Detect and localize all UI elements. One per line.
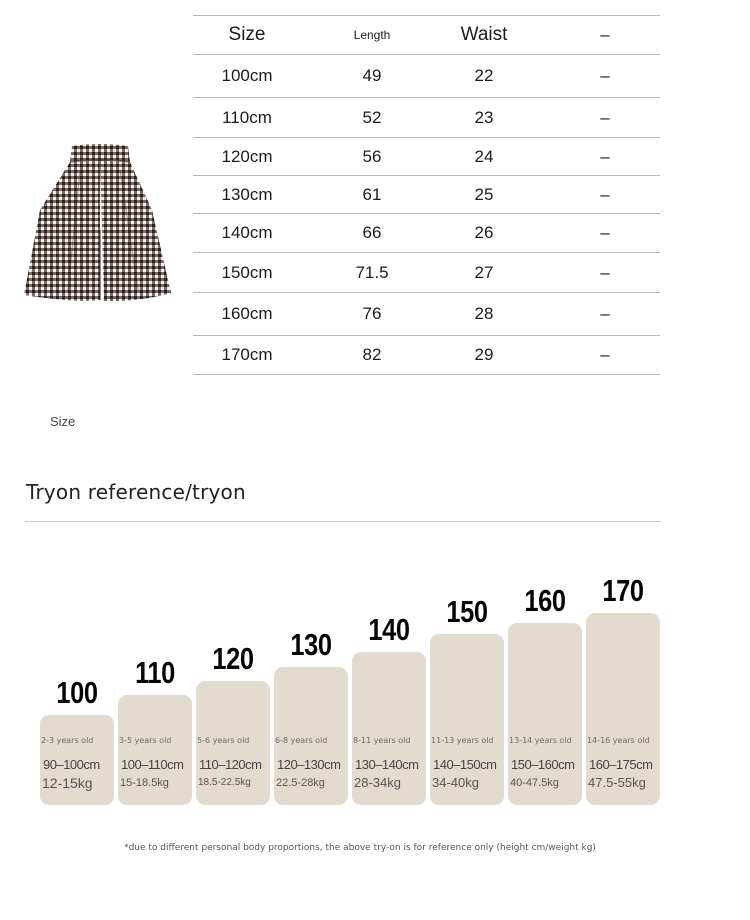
tryon-size-label: 130	[290, 627, 332, 662]
cell-extra: –	[600, 184, 610, 204]
cell-waist: 27	[474, 262, 494, 282]
cell-waist: 23	[474, 107, 494, 127]
cell-size: 110cm	[222, 107, 272, 127]
cell-length: 66	[362, 223, 382, 242]
header-waist: Waist	[460, 24, 508, 45]
cell-waist: 26	[474, 223, 494, 242]
tryon-height-label: 160–175cm	[589, 757, 653, 772]
tryon-age-label: 2-3 years old	[41, 736, 94, 745]
tryon-size-label: 150	[446, 594, 488, 629]
footnote: *due to different personal body proportions, the above try-on is for reference only (height cm/weight kg)	[124, 843, 596, 853]
tryon-height-label: 120–130cm	[277, 757, 341, 772]
cell-length: 52	[362, 107, 382, 127]
cell-extra: –	[600, 223, 610, 242]
tryon-weight-label: 12-15kg	[42, 775, 93, 791]
cell-size: 130cm	[221, 184, 273, 204]
tryon-height-label: 90–100cm	[43, 757, 100, 772]
tryon-weight-label: 28-34kg	[354, 775, 401, 790]
tryon-height-label: 110–120cm	[199, 757, 262, 772]
cell-extra: –	[600, 107, 610, 127]
tryon-size-label: 110	[135, 655, 175, 690]
tryon-height-label: 130–140cm	[355, 757, 419, 772]
cell-size: 100cm	[221, 66, 273, 85]
tryon-age-label: 6-8 years old	[275, 736, 328, 745]
tryon-size-label: 160	[524, 583, 566, 618]
tryon-size-label: 100	[56, 675, 98, 710]
size-caption: Size	[50, 414, 76, 429]
cell-length: 82	[362, 345, 382, 364]
tryon-height-label: 100–110cm	[121, 757, 184, 772]
tryon-age-label: 3-5 years old	[119, 736, 172, 745]
cell-waist: 29	[474, 345, 494, 364]
cell-waist: 28	[474, 304, 494, 323]
tryon-height-label: 150–160cm	[511, 757, 575, 772]
header-size: Size	[228, 24, 266, 45]
cell-length: 71.5	[355, 262, 389, 282]
tryon-weight-label: 15-18.5kg	[120, 777, 169, 789]
tryon-size-label: 170	[602, 573, 644, 608]
header-length: Length	[353, 28, 391, 42]
tryon-size-label: 120	[212, 641, 254, 676]
cell-length: 61	[362, 184, 382, 204]
cell-size: 170cm	[221, 345, 273, 364]
cell-extra: –	[600, 146, 610, 166]
tryon-weight-label: 47.5-55kg	[588, 775, 646, 790]
cell-length: 49	[362, 66, 382, 85]
cell-extra: –	[600, 304, 610, 323]
tryon-age-label: 5-6 years old	[197, 736, 250, 745]
tryon-weight-label: 18.5-22.5kg	[198, 777, 251, 788]
tryon-age-label: 14-16 years old	[587, 736, 650, 745]
cell-size: 150cm	[221, 262, 273, 282]
tryon-weight-label: 40-47.5kg	[510, 777, 559, 789]
tryon-weight-label: 34-40kg	[432, 775, 479, 790]
cell-waist: 22	[474, 66, 494, 85]
tryon-age-label: 13-14 years old	[509, 736, 572, 745]
cell-waist: 24	[474, 146, 494, 166]
cell-extra: –	[600, 66, 610, 85]
section-title: Tryon reference/tryon	[26, 480, 246, 504]
tryon-age-label: 11-13 years old	[431, 736, 494, 745]
tryon-age-label: 8-11 years old	[353, 736, 411, 745]
tryon-weight-label: 22.5-28kg	[276, 777, 325, 789]
cell-length: 56	[362, 146, 382, 166]
cell-size: 140cm	[221, 223, 273, 242]
tryon-height-label: 140–150cm	[433, 757, 497, 772]
cell-extra: –	[600, 262, 610, 282]
header-extra: –	[600, 25, 610, 44]
cell-waist: 25	[474, 184, 494, 204]
cell-size: 120cm	[221, 146, 273, 166]
tryon-size-label: 140	[368, 612, 410, 647]
cell-extra: –	[600, 345, 610, 364]
cell-size: 160cm	[221, 304, 273, 323]
cell-length: 76	[362, 304, 382, 323]
